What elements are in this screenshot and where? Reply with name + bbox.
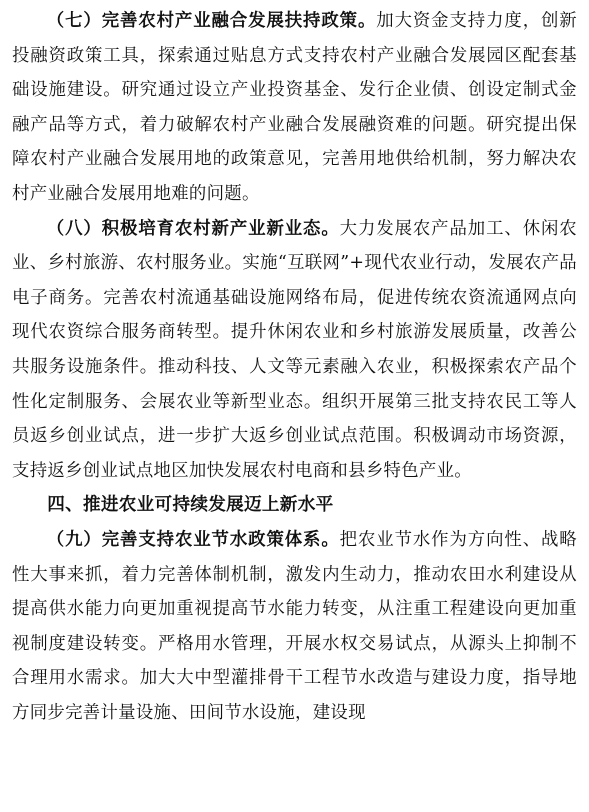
paragraph-7-lead: （七）完善农村产业融合发展扶持政策。 <box>46 11 377 31</box>
paragraph-9 <box>12 523 577 731</box>
paragraph-8 <box>12 212 577 489</box>
paragraph-9-body: 把农业节水作为方向性、战略性大事来抓，着力完善体制机制，激发内生动力，推动农田水利建设从提高供水能力向更加重视提高节水能力转变，从注重工程建设向更加重视制度建设转变。严格用水管理，开展水权交易试点，从源头上抑制不合理用水需求。加大大中型灌排骨干工程节水改造与建设力度，指导地方同步完善计量设施、田间节水设施，建设现 <box>12 529 577 723</box>
paragraph-7-body: 加大资金支持力度，创新投融资政策工具，探索通过贴息方式支持农村产业融合发展园区配套基础设施建设。研究通过设立产业投资基金、发行企业债、创设定制式金融产品等方式，着力破解农村产业融合发展融资难的问题。研究提出保障农村产业融合发展用地的政策意见，完善用地供给机制，努力解决农村产业融合发展用地难的问题。 <box>12 11 577 204</box>
paragraph-8-lead: （八）积极培育农村新产业新业态。 <box>46 218 340 239</box>
section-4-heading: 四、推进农业可持续发展迈上新水平 <box>47 495 334 516</box>
paragraph-9-lead: （九）完善支持农业节水政策体系。 <box>46 529 340 550</box>
paragraph-7 <box>12 4 577 212</box>
paragraph-8-body: 大力发展农产品加工、休闲农业、乡村旅游、农村服务业。实施“互联网”+现代农业行动，发展农产品电子商务。完善农村流通基础设施网络布局，促进传统农资流通网点向现代农资综合服务商转型。提升休闲农业和乡村旅游发展质量，改善公共服务设施条件。推动科技、人文等元素融入农业，积极探索农产品个性化定制服务、会展农业等新型业态。组织开展第三批支持农民工等人员返乡创业试点，进一步扩大返乡创业试点范围。积极调动市场资源，支持返乡创业试点地区加快发展农村电商和县乡特色产业。 <box>12 218 577 481</box>
